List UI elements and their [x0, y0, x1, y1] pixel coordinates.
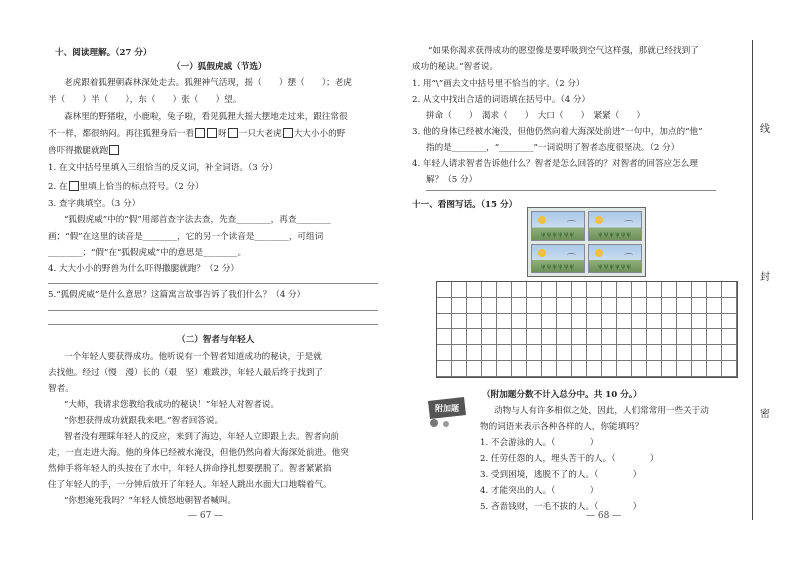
- grid-cell[interactable]: [482, 361, 497, 377]
- picture-panel: [588, 244, 642, 274]
- grid-cell[interactable]: [452, 298, 467, 314]
- grid-cell[interactable]: [722, 298, 737, 314]
- section-eleven-title: 十一、看图写话。（15 分）: [412, 200, 518, 210]
- binding-line: [752, 40, 753, 520]
- passage1-line: 森林里的野猪啦，小鹿啦，兔子啦，看见狐狸大摇大摆地走过来，跟往常很: [64, 112, 348, 122]
- bonus-badge-label: 附加题: [435, 404, 459, 413]
- grid-cell[interactable]: [602, 329, 617, 345]
- left-page: [0, 0, 398, 568]
- grid-cell[interactable]: [707, 345, 722, 361]
- grid-cell[interactable]: [512, 298, 527, 314]
- bird-icon: ⌒: [623, 221, 633, 231]
- grid-cell[interactable]: [497, 314, 512, 330]
- grid-cell[interactable]: [452, 314, 467, 330]
- grid-cell[interactable]: [707, 298, 722, 314]
- passage2-line: “大师，我请求您教给我成功的秘诀！”年轻人对智者说。: [64, 400, 280, 410]
- grid-cell[interactable]: [512, 345, 527, 361]
- grid-cell[interactable]: [437, 282, 452, 298]
- grid-cell[interactable]: [527, 345, 542, 361]
- question-1: 1. 在文中括号里填入三组恰当的反义词，补全词语。（3 分）: [48, 163, 278, 173]
- picture-panel: [531, 211, 585, 241]
- grid-cell[interactable]: [572, 345, 587, 361]
- question-3-line: 画；“假”在这里的读音是________，它的另一个读音是________，可组词: [48, 232, 324, 242]
- sun-icon: [538, 249, 546, 257]
- grid-cell[interactable]: [482, 298, 497, 314]
- grid-cell[interactable]: [722, 314, 737, 330]
- grid-cell[interactable]: [482, 345, 497, 361]
- grid-cell[interactable]: [632, 361, 647, 377]
- grass-icon: ψψψψψψ: [597, 230, 633, 238]
- grid-cell[interactable]: [677, 329, 692, 345]
- passage2-continued-line: 成功的秘诀。”智者说。: [412, 62, 499, 72]
- sun-icon: [595, 249, 603, 257]
- grid-cell[interactable]: [707, 329, 722, 345]
- punctuation-box[interactable]: [283, 128, 293, 138]
- grid-cell[interactable]: [617, 329, 632, 345]
- grid-cell[interactable]: [557, 345, 572, 361]
- bonus-badge-icon: [424, 393, 468, 429]
- passage1-text: 呀: [218, 129, 227, 139]
- grid-cell[interactable]: [707, 361, 722, 377]
- grid-cell[interactable]: [707, 282, 722, 298]
- grid-cell[interactable]: [602, 361, 617, 377]
- grid-cell[interactable]: [677, 361, 692, 377]
- bird-icon: ⌒: [566, 221, 576, 231]
- grid-cell[interactable]: [512, 361, 527, 377]
- bird-icon: ⌒: [623, 253, 633, 264]
- grid-cell[interactable]: [452, 361, 467, 377]
- passage2-line: 智者。: [48, 384, 74, 394]
- grid-cell[interactable]: [692, 314, 707, 330]
- grid-cell[interactable]: [587, 329, 602, 345]
- passage2-continued-line: “如果你渴求获得成功的愿望像是要呼吸到空气这样强，那就已经找到了: [428, 46, 699, 56]
- grid-cell[interactable]: [647, 345, 662, 361]
- answer-line[interactable]: [426, 190, 716, 191]
- question-3-line: ________；“假”在“狐假虎威”中的意思是________。: [48, 248, 247, 258]
- bonus-item: 5. 吝啬钱财，一毛不拔的人。（ ）: [480, 502, 642, 512]
- question-r4: 4. 年轻人请求智者告诉他什么？智者是怎么回答的？对智者的回答应怎么理: [412, 159, 698, 169]
- grid-cell[interactable]: [677, 314, 692, 330]
- grid-cell[interactable]: [482, 282, 497, 298]
- grid-cell[interactable]: [467, 345, 482, 361]
- grid-cell[interactable]: [692, 345, 707, 361]
- bonus-intro: 物的词语来表示各种各样的人，你能填吗？: [480, 422, 644, 432]
- punctuation-box[interactable]: [207, 128, 217, 138]
- grid-cell[interactable]: [602, 314, 617, 330]
- grid-cell[interactable]: [497, 361, 512, 377]
- grid-cell[interactable]: [677, 298, 692, 314]
- punctuation-box: [69, 181, 79, 191]
- passage1-text: 大大小小的野: [293, 129, 346, 139]
- grid-cell[interactable]: [542, 314, 557, 330]
- grass-icon: ψψψψψψ: [597, 263, 633, 270]
- grid-cell[interactable]: [722, 361, 737, 377]
- grid-cell[interactable]: [617, 298, 632, 314]
- picture-panel: [531, 244, 585, 274]
- grid-cell[interactable]: [647, 298, 662, 314]
- answer-line[interactable]: [48, 310, 378, 311]
- passage1-text: 一只大老虎: [238, 129, 282, 139]
- grid-cell[interactable]: [497, 345, 512, 361]
- answer-line[interactable]: [48, 324, 378, 325]
- passage2-line: 走，一直走进大海。他的身体已经被水淹没，但他仍然向着大海深处前进。他突: [48, 448, 349, 458]
- grid-cell[interactable]: [497, 282, 512, 298]
- bonus-item: 4. 才能突出的人。（ ）: [480, 486, 599, 496]
- grid-cell[interactable]: [542, 345, 557, 361]
- grid-cell[interactable]: [572, 329, 587, 345]
- grid-cell[interactable]: [557, 298, 572, 314]
- grid-cell[interactable]: [437, 329, 452, 345]
- question-5: 5.“狐假虎威”是什么意思？这篇寓言故事告诉了我们什么？（4 分）: [48, 290, 306, 300]
- grid-cell[interactable]: [452, 345, 467, 361]
- grid-cell[interactable]: [572, 314, 587, 330]
- grid-cell[interactable]: [437, 314, 452, 330]
- question-3: 3. 查字典填空。（3 分）: [48, 199, 141, 209]
- grid-cell[interactable]: [542, 329, 557, 345]
- grid-cell[interactable]: [662, 361, 677, 377]
- grid-cell[interactable]: [617, 361, 632, 377]
- question-2: [48, 181, 204, 193]
- passage1-text: 不一样，都很纳闷。再往狐狸身后一看: [48, 129, 195, 139]
- grid-cell[interactable]: [452, 282, 467, 298]
- picture-story-image: [527, 207, 646, 277]
- question-r3: 3. 他的身体已经被水淹没，但他仍然向着大海深处前进”一句中，加点的“他”: [412, 127, 703, 137]
- passage1-line-with-box: [48, 145, 120, 157]
- grid-cell[interactable]: [662, 314, 677, 330]
- passage2-line: 然伸手将年轻人的头按在了水中，年轻人拼命挣扎想要摆脱了。智者紧紧掐: [48, 464, 332, 474]
- binding-char: 封: [760, 272, 770, 283]
- grass-icon: ψψψψψψ: [540, 230, 576, 238]
- question-r2-blanks: 拼命（ ） 渴求（ ） 大口（ ） 紧紧（ ）: [426, 111, 646, 121]
- grid-cell[interactable]: [437, 361, 452, 377]
- grid-cell[interactable]: [617, 314, 632, 330]
- grid-cell[interactable]: [722, 329, 737, 345]
- grid-cell[interactable]: [662, 282, 677, 298]
- question-r2: 2. 从文中找出合适的词语填在括号中。（4 分）: [412, 95, 591, 105]
- grid-cell[interactable]: [467, 298, 482, 314]
- grid-cell[interactable]: [482, 329, 497, 345]
- passage1-text: 兽吓得撒腿就跑: [48, 146, 109, 156]
- grid-cell[interactable]: [617, 282, 632, 298]
- grid-cell[interactable]: [602, 282, 617, 298]
- grid-cell[interactable]: [647, 282, 662, 298]
- grid-cell[interactable]: [632, 314, 647, 330]
- grid-cell[interactable]: [557, 361, 572, 377]
- question-r1: 1. 用“\”画去文中括号里不恰当的字。（2 分）: [412, 79, 585, 89]
- page-number-right: — 68 —: [586, 511, 622, 521]
- grid-cell[interactable]: [527, 298, 542, 314]
- grid-cell[interactable]: [692, 282, 707, 298]
- grid-cell[interactable]: [602, 345, 617, 361]
- grid-cell[interactable]: [602, 298, 617, 314]
- passage2-line: 智者没有理睬年轻人的反应，来到了海边，年轻人立即跟上去。智者向前: [64, 432, 340, 442]
- grid-cell[interactable]: [632, 282, 647, 298]
- grid-cell[interactable]: [647, 314, 662, 330]
- grid-cell[interactable]: [467, 314, 482, 330]
- grid-cell[interactable]: [557, 282, 572, 298]
- grid-cell[interactable]: [587, 314, 602, 330]
- question-4: 4. 大大小小的野兽为什么吓得撒腿就跑？（2 分）: [48, 264, 240, 274]
- punctuation-box[interactable]: [109, 145, 119, 155]
- bonus-item: 1. 不会游泳的人。（ ）: [480, 438, 599, 448]
- section-ten-title: 十、阅读理解。（27 分）: [55, 48, 152, 58]
- grid-cell[interactable]: [647, 361, 662, 377]
- grid-cell[interactable]: [437, 345, 452, 361]
- grid-cell[interactable]: [587, 282, 602, 298]
- passage1-line: 老虎跟着狐狸朝森林深处走去。狐狸神气活现，摇（ ）摆（ ）；老虎: [64, 78, 352, 88]
- bonus-item: 2. 任劳任怨的人，埋头苦干的人。（ ）: [480, 454, 659, 464]
- grid-cell[interactable]: [632, 329, 647, 345]
- passage1-line-with-boxes: [48, 128, 345, 140]
- passage2-line: 去找他。经过（慢 漫）长的（艰 坚）难跋涉，年轻人最后终于找到了: [48, 368, 324, 378]
- grass-icon: ψψψψψψ: [540, 263, 576, 270]
- grid-cell[interactable]: [512, 329, 527, 345]
- grid-cell[interactable]: [557, 314, 572, 330]
- question-text: 2. 在: [48, 182, 68, 192]
- punctuation-box[interactable]: [228, 128, 238, 138]
- question-r3-line: 指的是________，“________”一词说明了智者态度很坚决。（2 分）: [426, 143, 680, 153]
- grid-cell[interactable]: [542, 282, 557, 298]
- grid-cell[interactable]: [662, 298, 677, 314]
- grid-cell[interactable]: [677, 345, 692, 361]
- grid-cell[interactable]: [692, 298, 707, 314]
- grid-cell[interactable]: [647, 329, 662, 345]
- bonus-intro: 动物与人有许多相似之处，因此，人们常常用一些关于动: [494, 406, 709, 416]
- punctuation-box[interactable]: [195, 128, 205, 138]
- grid-cell[interactable]: [662, 329, 677, 345]
- grid-cell[interactable]: [587, 361, 602, 377]
- grid-cell[interactable]: [632, 298, 647, 314]
- sun-icon: [538, 216, 546, 224]
- question-text: 里填上恰当的标点符号。（2 分）: [79, 182, 204, 192]
- passage2-line: “你想淹死我吗？”年轻人愤怒地朝智者喊叫。: [64, 496, 237, 506]
- grid-cell[interactable]: [662, 345, 677, 361]
- grid-cell[interactable]: [692, 329, 707, 345]
- page-number-left: — 67 —: [188, 511, 224, 521]
- grid-cell[interactable]: [467, 361, 482, 377]
- picture-panel: [588, 211, 642, 241]
- grid-cell[interactable]: [587, 345, 602, 361]
- grid-cell[interactable]: [467, 282, 482, 298]
- grid-cell[interactable]: [512, 314, 527, 330]
- answer-line[interactable]: [48, 283, 378, 284]
- grid-cell[interactable]: [497, 329, 512, 345]
- passage2-title: （二）智者与年轻人: [177, 335, 255, 345]
- grid-cell[interactable]: [497, 298, 512, 314]
- grid-cell[interactable]: [692, 361, 707, 377]
- grid-cell[interactable]: [632, 345, 647, 361]
- bonus-item: 3. 受到困境，逃脱不了的人。（ ）: [480, 470, 642, 480]
- grid-cell[interactable]: [467, 329, 482, 345]
- binding-char: 密: [760, 409, 770, 420]
- passage1-title: （一）狐假虎威（节选）: [172, 62, 267, 72]
- writing-grid[interactable]: [436, 281, 738, 378]
- passage2-line: 一个年轻人要获得成功。他听说有一个智者知道成功的秘诀，于是就: [64, 352, 322, 362]
- grid-cell[interactable]: [587, 298, 602, 314]
- grid-cell[interactable]: [557, 329, 572, 345]
- grid-cell[interactable]: [542, 361, 557, 377]
- grid-cell[interactable]: [527, 282, 542, 298]
- bonus-header: （附加题分数不计入总分中。共 10 分。）: [482, 390, 642, 400]
- bird-icon: ⌒: [566, 253, 576, 264]
- sun-icon: [595, 216, 603, 224]
- passage2-line: “你想获得成功就跟我来吧。”智者回答说。: [64, 416, 224, 426]
- grid-cell[interactable]: [707, 314, 722, 330]
- grid-cell[interactable]: [482, 314, 497, 330]
- grid-cell[interactable]: [542, 298, 557, 314]
- grid-cell[interactable]: [572, 282, 587, 298]
- binding-char: 线: [760, 124, 770, 135]
- grid-cell[interactable]: [572, 298, 587, 314]
- grid-cell[interactable]: [527, 361, 542, 377]
- passage2-line: 住了年轻人的手，一分钟后放开了年轻人。年轻人跳出水面大口地喘着气。: [48, 480, 332, 490]
- question-r4-line: 解？（5 分）: [426, 175, 478, 185]
- question-3-line: “狐假虎威”中的“假”用部首查字法去查，先查________，再查________: [64, 215, 331, 225]
- grid-cell[interactable]: [512, 282, 527, 298]
- grid-cell[interactable]: [527, 314, 542, 330]
- grid-cell[interactable]: [437, 298, 452, 314]
- grid-cell[interactable]: [617, 345, 632, 361]
- grid-cell[interactable]: [722, 345, 737, 361]
- grid-cell[interactable]: [722, 282, 737, 298]
- grid-cell[interactable]: [677, 282, 692, 298]
- grid-cell[interactable]: [527, 329, 542, 345]
- passage1-line: 半（ ）半（ ），东（ ）张（ ）望。: [48, 95, 242, 105]
- grid-cell[interactable]: [572, 361, 587, 377]
- grid-cell[interactable]: [452, 329, 467, 345]
